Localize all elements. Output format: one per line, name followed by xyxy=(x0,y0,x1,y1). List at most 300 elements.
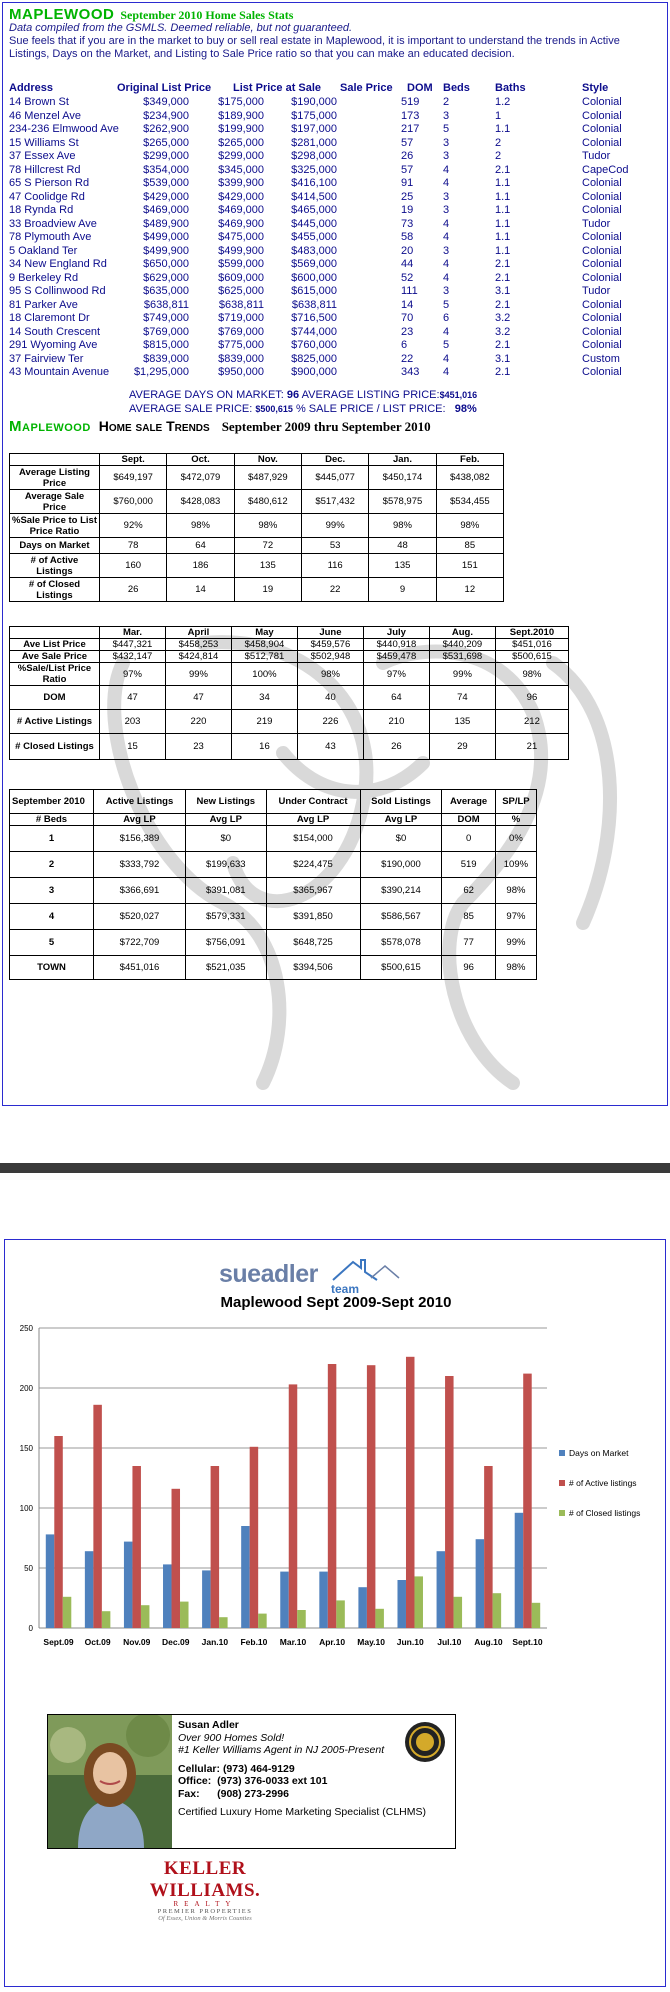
table-cell: 99% xyxy=(165,663,231,686)
table-header-cell: Oct. xyxy=(167,454,234,466)
table-header-cell: Jan. xyxy=(369,454,436,466)
logo-team: team xyxy=(331,1282,360,1296)
cell-dom: 519 xyxy=(401,96,420,108)
summary-line-1 xyxy=(129,389,477,401)
cell-baths: 2.1 xyxy=(495,298,511,311)
bar xyxy=(437,1551,446,1628)
table-cell: 135 xyxy=(429,710,495,734)
cell-lps: $625,000 xyxy=(218,285,264,297)
cell-dom: 343 xyxy=(401,366,420,378)
table-cell: 151 xyxy=(436,554,503,578)
bar xyxy=(163,1564,172,1628)
table-header-row xyxy=(10,627,569,639)
table-cell: 74 xyxy=(429,686,495,710)
bar xyxy=(93,1405,102,1628)
page-divider xyxy=(0,1163,670,1173)
table-header-cell: % xyxy=(495,814,536,826)
cell-olp: $769,000 xyxy=(143,325,189,338)
cell-dom: 22 xyxy=(401,352,414,365)
row-label: %Sale/List Price Ratio xyxy=(10,663,100,686)
cell-lps: $719,000 xyxy=(218,312,264,324)
agent-fax xyxy=(178,1788,454,1801)
cell-olp: $839,000 xyxy=(143,352,189,365)
table-cell: 98% xyxy=(495,878,536,904)
cell-style: Colonial xyxy=(582,244,622,257)
cell-sp: $716,500 xyxy=(291,312,337,324)
table-cell: $390,214 xyxy=(360,878,442,904)
col-baths: Baths xyxy=(495,82,526,94)
y-tick-label: 200 xyxy=(19,1384,33,1393)
y-tick-label: 100 xyxy=(19,1504,33,1513)
table-header-cell: SP/LP xyxy=(495,790,536,814)
beds-table xyxy=(9,789,537,980)
bar xyxy=(219,1617,228,1628)
cell-dom: 111 xyxy=(401,285,418,297)
summary-line-2 xyxy=(129,403,477,415)
cell-beds: 5 xyxy=(443,123,450,135)
cell-style: Tudor xyxy=(582,285,611,297)
cell-sp: $298,000 xyxy=(291,150,337,162)
kw-name: KELLER WILLIAMS. xyxy=(149,1858,261,1901)
table-header-cell: May xyxy=(231,627,297,639)
col-dom: DOM xyxy=(407,82,433,94)
trends-title xyxy=(9,418,431,436)
cell-beds: 5 xyxy=(443,298,450,311)
cell-lps: $769,000 xyxy=(218,325,264,338)
cell-olp: $749,000 xyxy=(143,312,189,324)
cell-baths: 1.2 xyxy=(495,96,511,108)
agent-office-number[interactable]: (973) 376-0033 ext 101 xyxy=(217,1775,328,1787)
cell-baths: 2 xyxy=(495,150,502,162)
trend-table-2 xyxy=(9,626,569,760)
table-cell: 26 xyxy=(100,578,167,602)
agent-tagline-1: Over 900 Homes Sold! xyxy=(178,1731,285,1744)
table-cell: 62 xyxy=(442,878,495,904)
table-header-cell: Avg LP xyxy=(266,814,360,826)
table-cell: 98% xyxy=(436,514,503,538)
table-header-cell: Nov. xyxy=(234,454,301,466)
x-tick-label: Oct.09 xyxy=(84,1637,111,1647)
trend-table-1 xyxy=(9,453,504,602)
table-cell: 96 xyxy=(442,956,495,980)
chart-title: Maplewood Sept 2009-Sept 2010 xyxy=(220,1294,452,1311)
table-row xyxy=(9,164,659,178)
row-label: Ave List Price xyxy=(10,639,100,651)
row-label: Days on Market xyxy=(10,538,100,554)
agent-cell-number[interactable]: (973) 464-9129 xyxy=(222,1762,295,1775)
cell-sp: $414,500 xyxy=(291,190,337,203)
cell-olp: $299,000 xyxy=(143,150,189,162)
cell-baths: 3.1 xyxy=(495,285,511,297)
cell-beds: 3 xyxy=(443,190,450,203)
legend-swatch xyxy=(559,1480,565,1486)
col-style: Style xyxy=(582,82,609,94)
agent-office-label: Office: xyxy=(178,1775,212,1787)
bar xyxy=(445,1376,454,1628)
table-row xyxy=(10,578,504,602)
cell-beds: 4 xyxy=(443,271,450,284)
table-cell: 98% xyxy=(167,514,234,538)
legend-label: # of Active listings xyxy=(569,1478,637,1488)
table-row xyxy=(10,686,569,710)
table-cell: $648,725 xyxy=(266,930,360,956)
y-tick-label: 50 xyxy=(24,1564,33,1573)
table-cell: 34 xyxy=(231,686,297,710)
cell-dom: 19 xyxy=(401,204,414,216)
table-cell: 100% xyxy=(231,663,297,686)
cell-sp: $465,000 xyxy=(291,204,337,216)
table-cell: $586,567 xyxy=(360,904,442,930)
bar xyxy=(406,1357,415,1628)
x-tick-label: Mar.10 xyxy=(279,1637,307,1647)
table-header-cell: April xyxy=(165,627,231,639)
cell-sp: $569,000 xyxy=(291,258,337,270)
table-cell: $579,331 xyxy=(185,904,266,930)
row-label: 2 xyxy=(10,852,94,878)
cell-address: 43 Mountain Avenue xyxy=(9,366,110,378)
cell-style: CapeCod xyxy=(582,163,629,176)
cell-style: Colonial xyxy=(582,231,622,243)
cell-lps: $599,000 xyxy=(218,258,264,270)
cell-lps: $299,000 xyxy=(218,150,264,162)
cell-baths: 1.1 xyxy=(495,123,511,135)
cell-style: Custom xyxy=(582,352,620,365)
cell-olp: $265,000 xyxy=(143,136,189,149)
cell-sp: $483,000 xyxy=(291,244,337,257)
table-cell: 519 xyxy=(442,852,495,878)
table-cell: 219 xyxy=(231,710,297,734)
table-cell: 99% xyxy=(495,930,536,956)
bar xyxy=(319,1572,328,1628)
bar xyxy=(289,1384,298,1628)
table-row xyxy=(9,312,659,326)
table-cell: 98% xyxy=(495,956,536,980)
table-row xyxy=(10,852,537,878)
trends-brand: Maplewood xyxy=(9,418,91,435)
table-cell: 99% xyxy=(429,663,495,686)
cell-dom: 44 xyxy=(401,258,414,270)
cell-olp: $539,000 xyxy=(143,177,189,189)
table-cell: $451,016 xyxy=(94,956,186,980)
avg-dom-label: AVERAGE DAYS ON MARKET: xyxy=(129,389,284,401)
cell-olp: $354,000 xyxy=(143,163,189,176)
table-header-cell: Under Contract xyxy=(266,790,360,814)
table-cell: 135 xyxy=(369,554,436,578)
table-row xyxy=(10,639,569,651)
table-cell: 96 xyxy=(495,686,568,710)
cell-sp: $416,100 xyxy=(291,177,337,189)
table-row xyxy=(9,299,659,313)
cell-dom: 57 xyxy=(401,136,414,149)
cell-baths: 1.1 xyxy=(495,244,511,257)
row-label: # of Closed Listings xyxy=(10,578,100,602)
avg-list-value: $451,016 xyxy=(439,390,478,400)
y-tick-label: 0 xyxy=(28,1624,33,1633)
bar xyxy=(414,1576,423,1628)
table-cell: $0 xyxy=(185,826,266,852)
cell-beds: 3 xyxy=(443,285,450,297)
table-header-cell: Mar. xyxy=(100,627,166,639)
table-cell: 64 xyxy=(167,538,234,554)
stats-page xyxy=(2,2,668,1106)
table-cell: $0 xyxy=(360,826,442,852)
cell-beds: 3 xyxy=(443,150,450,162)
bar xyxy=(241,1526,250,1628)
table-cell: 19 xyxy=(234,578,301,602)
row-label: %Sale Price to List Price Ratio xyxy=(10,514,100,538)
bar xyxy=(476,1539,485,1628)
cell-address: 95 S Collinwood Rd xyxy=(9,285,106,297)
cell-style: Colonial xyxy=(582,136,622,149)
cell-lps: $499,900 xyxy=(218,244,264,257)
cell-lps: $469,900 xyxy=(218,217,264,230)
cell-olp: $815,000 xyxy=(143,339,189,351)
table-cell: $500,615 xyxy=(495,651,568,663)
table-cell: $333,792 xyxy=(94,852,186,878)
row-label: TOWN xyxy=(10,956,94,980)
x-tick-label: Sept.09 xyxy=(43,1637,74,1647)
table-row xyxy=(9,326,659,340)
bar xyxy=(211,1466,220,1628)
table-cell: 53 xyxy=(301,538,368,554)
table-cell: $451,016 xyxy=(495,639,568,651)
bar xyxy=(397,1580,406,1628)
table-cell: $156,389 xyxy=(94,826,186,852)
table-row xyxy=(9,191,659,205)
chart-page xyxy=(4,1239,666,1987)
cell-baths: 1.1 xyxy=(495,231,511,243)
bar xyxy=(454,1597,463,1628)
cell-dom: 57 xyxy=(401,163,414,176)
cell-dom: 217 xyxy=(401,123,420,135)
cell-style: Colonial xyxy=(582,298,622,311)
cell-baths: 3.2 xyxy=(495,325,511,338)
cell-olp: $1,295,000 xyxy=(133,366,189,378)
cell-style: Colonial xyxy=(582,366,622,378)
table-cell: 43 xyxy=(297,734,363,760)
cell-style: Colonial xyxy=(582,177,622,189)
col-beds: Beds xyxy=(443,82,470,94)
col-original-list-price: Original List Price xyxy=(117,82,212,94)
cell-beds: 5 xyxy=(443,339,450,351)
col-sale-price: Sale Price xyxy=(340,82,393,94)
table-row xyxy=(10,956,537,980)
cell-style: Tudor xyxy=(582,150,611,162)
cell-style: Tudor xyxy=(582,217,611,230)
cell-olp: $629,000 xyxy=(143,271,189,284)
agent-fax-label: Fax: xyxy=(178,1787,200,1800)
cell-style: Colonial xyxy=(582,271,622,284)
table-row xyxy=(9,218,659,232)
cell-dom: 26 xyxy=(401,150,414,162)
table-header-cell: Avg LP xyxy=(94,814,186,826)
cell-olp: $349,000 xyxy=(143,96,189,108)
bar xyxy=(336,1600,345,1628)
table-cell: 78 xyxy=(100,538,167,554)
table-cell: $534,455 xyxy=(436,490,503,514)
keller-williams-logo xyxy=(125,1858,285,1922)
row-label: # of Active Listings xyxy=(10,554,100,578)
bar xyxy=(515,1513,524,1628)
x-tick-label: Nov.09 xyxy=(123,1637,151,1647)
bar xyxy=(328,1364,337,1628)
table-cell: $190,000 xyxy=(360,852,442,878)
bar xyxy=(132,1466,141,1628)
page-subtitle: September 2010 Home Sales Stats xyxy=(120,8,294,22)
cell-baths: 2 xyxy=(495,136,502,149)
cell-lps: $189,900 xyxy=(218,109,264,122)
cell-beds: 3 xyxy=(443,204,450,216)
cell-style: Colonial xyxy=(582,123,622,135)
table-header-cell: Aug. xyxy=(429,627,495,639)
table-cell: 15 xyxy=(100,734,166,760)
cell-address: 33 Broadview Ave xyxy=(9,217,97,230)
agent-photo xyxy=(48,1715,172,1848)
table-cell: 92% xyxy=(100,514,167,538)
table-cell: 14 xyxy=(167,578,234,602)
cell-sp: $281,000 xyxy=(291,136,337,149)
x-tick-label: Apr.10 xyxy=(319,1637,346,1647)
cell-sp: $445,000 xyxy=(291,217,337,230)
agent-office xyxy=(178,1775,454,1788)
bar xyxy=(172,1489,181,1628)
table-cell: 98% xyxy=(495,663,568,686)
table-header-cell: # Beds xyxy=(10,814,94,826)
table-cell: $428,083 xyxy=(167,490,234,514)
row-label: 3 xyxy=(10,878,94,904)
bar xyxy=(202,1570,211,1628)
table-cell: $512,781 xyxy=(231,651,297,663)
avg-sale-label: AVERAGE SALE PRICE: xyxy=(129,403,253,415)
table-cell: 85 xyxy=(436,538,503,554)
table-cell: $722,709 xyxy=(94,930,186,956)
table-cell: $224,475 xyxy=(266,852,360,878)
agent-certification: Certified Luxury Home Marketing Specialist (CLHMS) xyxy=(178,1806,426,1818)
cell-olp: $635,000 xyxy=(143,285,189,297)
table-row xyxy=(9,366,659,380)
cell-style: Colonial xyxy=(582,109,622,122)
bar xyxy=(141,1605,150,1628)
cell-baths: 1 xyxy=(495,109,502,122)
table-cell: $432,147 xyxy=(100,651,166,663)
table-cell: $391,081 xyxy=(185,878,266,904)
cell-baths: 2.1 xyxy=(495,258,511,270)
table-header-row xyxy=(10,814,537,826)
cell-olp: $469,000 xyxy=(143,204,189,216)
x-tick-label: Feb.10 xyxy=(240,1637,268,1647)
bar xyxy=(124,1542,133,1628)
table-cell: 99% xyxy=(301,514,368,538)
table-cell: 40 xyxy=(297,686,363,710)
bar xyxy=(63,1597,72,1628)
cell-sp: $190,000 xyxy=(291,96,337,108)
row-label: DOM xyxy=(10,686,100,710)
table-row xyxy=(10,734,569,760)
table-cell: 116 xyxy=(301,554,368,578)
table-header-cell: Sold Listings xyxy=(360,790,442,814)
table-header-cell: September 2010 xyxy=(10,790,94,814)
table-cell: 9 xyxy=(369,578,436,602)
cell-dom: 6 xyxy=(401,339,408,351)
table-cell: $521,035 xyxy=(185,956,266,980)
x-tick-label: Dec.09 xyxy=(162,1637,190,1647)
table-cell: 212 xyxy=(495,710,568,734)
cell-address: 37 Fairview Ter xyxy=(9,352,84,365)
cell-baths: 1.1 xyxy=(495,177,511,189)
table-cell: 0 xyxy=(442,826,495,852)
clhms-seal-icon xyxy=(404,1721,446,1763)
avg-sale-value: $500,615 xyxy=(255,404,293,414)
cell-beds: 4 xyxy=(443,163,450,176)
table-cell: $459,576 xyxy=(297,639,363,651)
table-header-cell: Active Listings xyxy=(94,790,186,814)
cell-address: 46 Menzel Ave xyxy=(9,109,81,122)
bar xyxy=(523,1374,532,1628)
cell-dom: 91 xyxy=(401,177,414,189)
cell-beds: 3 xyxy=(443,109,450,122)
table-cell: 98% xyxy=(369,514,436,538)
table-row xyxy=(9,272,659,286)
ratio-value: 98% xyxy=(454,403,477,415)
table-row xyxy=(10,930,537,956)
table-row xyxy=(9,123,659,137)
house-icon xyxy=(331,1254,401,1284)
cell-sp: $325,000 xyxy=(291,163,337,176)
row-label: # Closed Listings xyxy=(10,734,100,760)
legend-label: # of Closed listings xyxy=(569,1508,641,1518)
table-row xyxy=(9,231,659,245)
row-label: Ave Sale Price xyxy=(10,651,100,663)
cell-baths: 3.1 xyxy=(495,352,511,365)
cell-olp: $499,000 xyxy=(143,231,189,243)
disclaimer: Data compiled from the GSMLS. Deemed reliable, but not guaranteed. xyxy=(9,22,353,34)
table-cell: 26 xyxy=(363,734,429,760)
cell-dom: 173 xyxy=(401,109,420,122)
table-cell: 47 xyxy=(100,686,166,710)
cell-dom: 73 xyxy=(401,217,414,230)
page-title xyxy=(9,6,293,23)
cell-baths: 2.1 xyxy=(495,271,511,284)
cell-sp: $744,000 xyxy=(291,325,337,338)
cell-beds: 4 xyxy=(443,325,450,338)
table-cell: 47 xyxy=(165,686,231,710)
table-row xyxy=(10,490,504,514)
cell-address: 78 Hillcrest Rd xyxy=(9,163,81,176)
table-header-cell: Feb. xyxy=(436,454,503,466)
table-cell: $440,918 xyxy=(363,639,429,651)
intro-paragraph: Sue feels that if you are in the market to buy or sell real estate in Maplewood, it is important to understand the trends in Active Listings, Days on the Market, and Listing to Sale Price ratio so that you can make an educated decision. xyxy=(9,35,620,60)
cell-address: 14 Brown St xyxy=(9,96,69,108)
table-cell: 16 xyxy=(231,734,297,760)
bar xyxy=(358,1587,367,1628)
cell-beds: 4 xyxy=(443,177,450,189)
table-cell: 22 xyxy=(301,578,368,602)
table-cell: $154,000 xyxy=(266,826,360,852)
table-header-row xyxy=(10,790,537,814)
bar xyxy=(493,1593,502,1628)
table-header-row xyxy=(10,454,504,466)
table-header-cell: New Listings xyxy=(185,790,266,814)
table-header-cell: Dec. xyxy=(301,454,368,466)
table-cell: 77 xyxy=(442,930,495,956)
cell-sp: $455,000 xyxy=(291,231,337,243)
cell-address: 15 Williams St xyxy=(9,136,79,149)
table-cell: $458,253 xyxy=(165,639,231,651)
table-cell: 98% xyxy=(234,514,301,538)
cell-lps: $265,000 xyxy=(218,136,264,149)
cell-lps: $399,900 xyxy=(218,177,264,189)
cell-lps: $175,000 xyxy=(218,96,264,108)
